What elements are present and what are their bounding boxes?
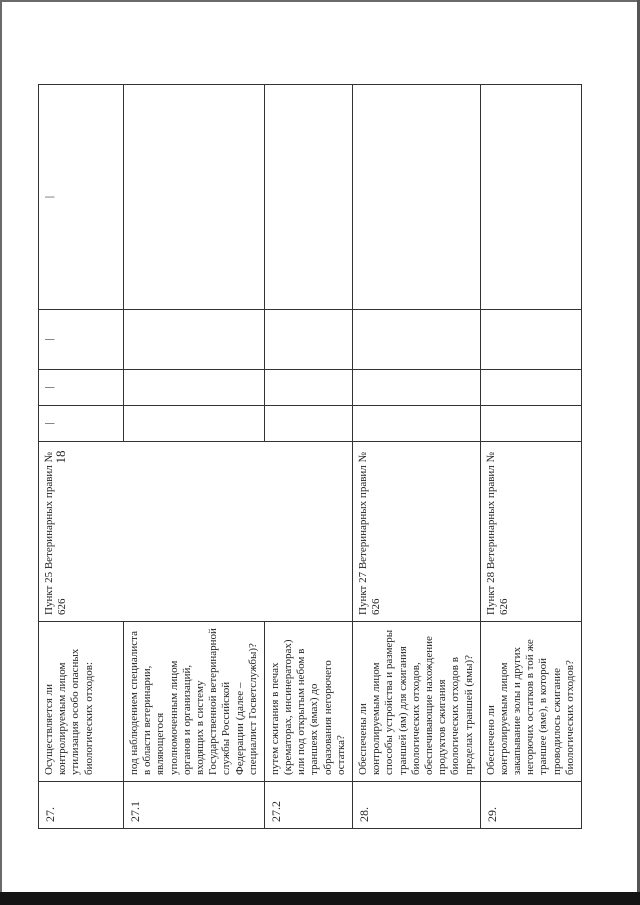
question-cell: Осуществляется ли контролируемым лицом утилизация особо опасных биологических отходов: (39, 622, 124, 782)
question-cell: Обеспечено ли контролируемым лицом закапывание золы и других негорючих остатков в той же траншее (яме), в которой проводилось сжигание биологических отходов? (480, 622, 581, 782)
answer-yes-cell (124, 406, 265, 442)
answer-yes-cell (264, 406, 352, 442)
row-number: 27. (39, 782, 124, 829)
scan-edge-bottom (0, 892, 640, 905)
table-row (39, 85, 124, 829)
answer-na-cell: | (39, 310, 124, 370)
answer-no-cell (353, 370, 481, 406)
reference-cell: Пункт 25 Ветеринарных правил № 626 (39, 442, 353, 622)
checklist-table (38, 84, 582, 829)
note-cell (124, 85, 265, 310)
answer-yes-cell (353, 406, 481, 442)
note-cell (353, 85, 481, 310)
row-number: 29. (480, 782, 581, 829)
table-row (353, 85, 481, 829)
note-cell (264, 85, 352, 310)
question-cell: путем сжигания в печах (крематорах, инсинераторах) или под открытым небом в траншеях (ямах) до образования негорючего остатка? (264, 622, 352, 782)
question-cell: Обеспечены ли контролируемым лицом способы устройства и размеры траншей (ям) для сжигания биологических отходов, обеспечивающие нахождение продуктов сжигания биологических отходов в пределах траншей (ямы)? (353, 622, 481, 782)
scan-edge-top (0, 0, 640, 2)
question-cell: под наблюдением специалиста в области ветеринарии, являющегося уполномоченным лицом органов и организаций, входящих в систему Государственной ветеринарной службы Российской Федерации (далее – специалист Госветслужбы)? (124, 622, 265, 782)
row-number: 27.2 (264, 782, 352, 829)
answer-no-cell (264, 370, 352, 406)
table-row (480, 85, 581, 829)
answer-no-cell (124, 370, 265, 406)
page-number: 18 (53, 450, 68, 464)
answer-na-cell (124, 310, 265, 370)
reference-cell: Пункт 27 Ветеринарных правил № 626 (353, 442, 481, 622)
row-number: 27.1 (124, 782, 265, 829)
answer-yes-cell: | (39, 406, 124, 442)
reference-cell: Пункт 28 Ветеринарных правил № 626 (480, 442, 581, 622)
note-cell (480, 85, 581, 310)
row-number: 28. (353, 782, 481, 829)
scan-edge-left (0, 0, 2, 905)
note-cell: | (39, 85, 124, 310)
answer-na-cell (264, 310, 352, 370)
answer-no-cell: | (39, 370, 124, 406)
answer-na-cell (480, 310, 581, 370)
checklist-table-rotated (38, 85, 576, 829)
answer-yes-cell (480, 406, 581, 442)
answer-na-cell (353, 310, 481, 370)
answer-no-cell (480, 370, 581, 406)
